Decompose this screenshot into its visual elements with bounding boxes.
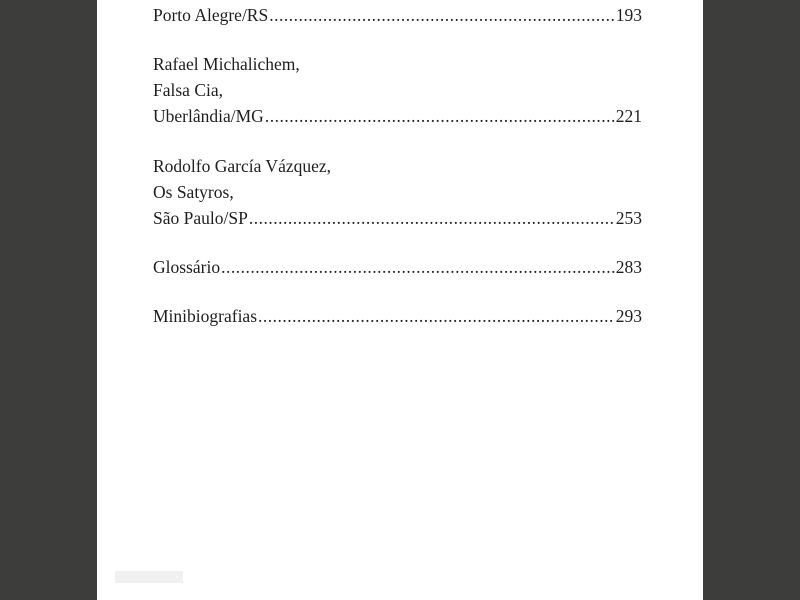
toc-entry-label: Glossário	[153, 257, 221, 277]
toc-entry-minibiografias[interactable]	[153, 304, 642, 328]
toc-entry-line: Os Satyros,	[153, 182, 234, 202]
toc-entry-label: Uberlândia/MG	[153, 106, 264, 126]
toc-entry-uberlandia[interactable]	[153, 104, 642, 128]
toc-page-number: 221	[615, 106, 642, 126]
toc-leader-dots	[249, 206, 615, 230]
toc-page-number: 193	[615, 5, 642, 25]
toc-entry-line: Rodolfo García Vázquez,	[153, 156, 332, 176]
toc-entry-porto-alegre[interactable]	[153, 3, 642, 27]
toc-entry-label: São Paulo/SP	[153, 208, 248, 228]
toc-leader-dots	[269, 3, 615, 27]
toc-page-number: 253	[615, 208, 642, 228]
toc-page-number: 283	[615, 257, 642, 277]
book-page[interactable]	[97, 0, 703, 600]
toc-leader-dots	[258, 304, 615, 328]
toc-leader-dots	[265, 104, 615, 128]
toc-entry-line: Falsa Cia,	[153, 80, 223, 100]
toc-leader-dots	[221, 255, 615, 279]
toc-entry-label: Porto Alegre/RS	[153, 5, 269, 25]
toc-entry-sao-paulo[interactable]	[153, 206, 642, 230]
toc-entry-label: Minibiografias	[153, 306, 258, 326]
toc-entry-line: Rafael Michalichem,	[153, 54, 300, 74]
toc-entry-glossario[interactable]	[153, 255, 642, 279]
faint-watermark	[115, 567, 185, 587]
toc-page-number: 293	[615, 306, 642, 326]
